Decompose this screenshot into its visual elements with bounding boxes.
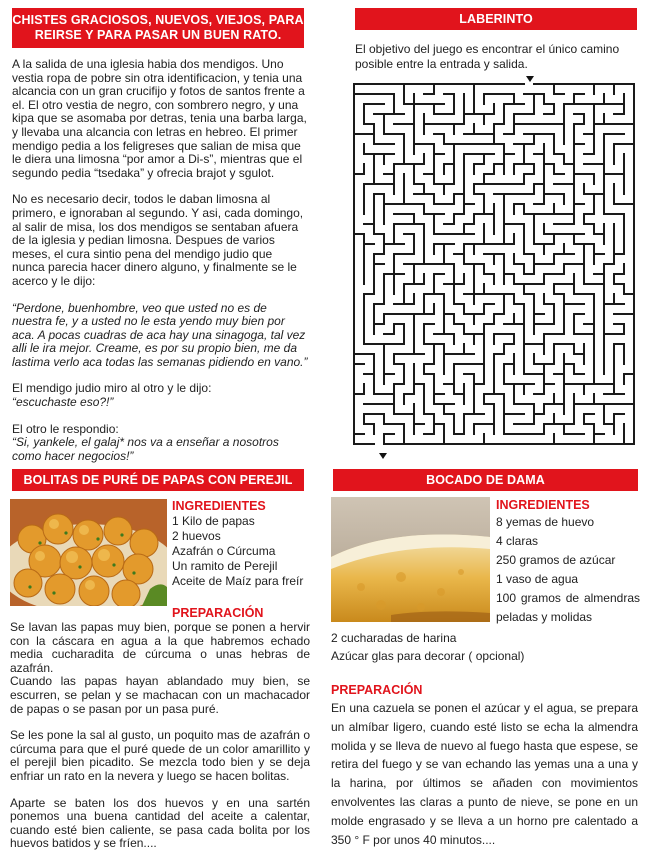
bolitas-prep-2: Cuando las papas hayan ablandado muy bien, se escurren, se pelan y se machacan con un machacador de papas o se pasan por un pasa puré. <box>10 674 310 716</box>
jokes-paragraph-1: A la salida de una iglesia habia dos mendigos. Uno vestia ropa de pobre sin otra identificacion, y tenia una alcancia con un gran crucifijo y fotos de santos frente a el. El otro vestia de negro, con sombrero negro, y una kipa que se asomaba por detras, tenia una barba larga, y llevaba una alcancia con letras en hebreo. El primer mendigo pedia a los feligreses que salian de misa que le diera una limosna “por amor a Di-s”, mientras que el segundo pedia “tsedaka” y ofrecia brajot y sgulot. <box>12 57 307 180</box>
bocado-extra-ingredients <box>331 629 631 665</box>
bolitas-prep-3: Se les pone la sal al gusto, un poquito mas de azafrán o cúrcuma para que el puré quede de un color amarillito y el perejil bien picadito. Se mezcla todo bien y se deja enfriar un rato en la nevera y luego se hacen bolitas. <box>10 728 310 783</box>
bolitas-title: BOLITAS DE PURÉ DE PAPAS CON PEREJIL <box>23 472 293 487</box>
maze-exit-arrow <box>379 453 387 459</box>
jokes-paragraph-3 <box>12 302 308 370</box>
jokes-paragraph-5 <box>12 423 308 464</box>
bocado-title-banner <box>333 469 638 491</box>
bocado-ingredients-heading: INGREDIENTES <box>496 498 590 512</box>
jokes-title-line1: CHISTES GRACIOSOS, NUEVOS, VIEJOS, PARA <box>12 13 304 27</box>
bolitas-ingredients-heading: INGREDIENTES <box>172 499 266 513</box>
maze-description: El objetivo del juego es encontrar el único camino posible entre la entrada y salida. <box>355 42 620 71</box>
bolitas-ingredient: Un ramito de Perejil <box>172 559 278 573</box>
bolitas-ingredient: Aceite de Maíz para freír <box>172 574 304 588</box>
maze-puzzle[interactable] <box>348 74 640 460</box>
maze-entrance-arrow <box>526 76 534 82</box>
jokes-p4-quote: “escuchaste eso?!” <box>12 395 114 410</box>
bolitas-preparation-heading: PREPARACIÓN <box>172 606 264 620</box>
bocado-preparation-heading: PREPARACIÓN <box>331 683 423 697</box>
bocado-preparation-body: En una cazuela se ponen el azúcar y el agua, se prepara un almíbar ligero, cuando esté listo se echa la almendra molida y se lleva de nuevo al fuego hasta que espese, se retira del fuego y se van echando las yemas una a una y la harina, por últimos se añaden con movimientos envolventes las claras a punto de nieve, se pone en un molde engrasado y se lleva a un horno pre calentado a 350 ° F por unos 40 minutos.... <box>331 701 638 847</box>
bolitas-prep-1: Se lavan las papas muy bien, porque se ponen a hervir con la cáscara en agua a la que habremos echado media cucharadita de cúrcuma o unas hebras de azafrán. <box>10 620 310 675</box>
jokes-paragraph-4 <box>12 382 308 409</box>
jokes-title-banner <box>12 8 304 48</box>
bolitas-title-banner <box>12 469 304 491</box>
bocado-ingredient: 4 claras <box>496 534 539 548</box>
maze-wall-path <box>354 84 634 444</box>
maze-title: LABERINTO <box>459 11 533 26</box>
bocado-ingredients-block <box>496 497 640 627</box>
bocado-extra-1: 2 cucharadas de harina <box>331 631 457 645</box>
bocado-ingredient: 250 gramos de azúcar <box>496 553 616 567</box>
bolitas-photo <box>10 499 167 606</box>
jokes-p5-intro: El otro le respondio: <box>12 421 119 436</box>
bolitas-prep-4: Aparte se baten los dos huevos y en una sartén ponemos una buena cantidad del aceite a calentar, cuando esté bien caliente, se pasa cada bolita por los huevos batidos y se fríen.... <box>10 795 310 851</box>
bocado-ingredient: 8 yemas de huevo <box>496 515 595 529</box>
bolitas-ingredient: 2 huevos <box>172 529 221 543</box>
jokes-p4-intro: El mendigo judio miro al otro y le dijo: <box>12 381 212 396</box>
bocado-extra-2: Azúcar glas para decorar ( opcional) <box>331 649 525 663</box>
jokes-title-line2: REIRSE Y PARA PASAR UN BUEN RATO. <box>34 28 282 42</box>
maze-walls <box>354 84 634 444</box>
maze-title-banner <box>355 8 637 30</box>
bocado-title: BOCADO DE DAMA <box>426 472 545 487</box>
bocado-photo <box>331 497 490 622</box>
bocado-ingredients-list <box>496 513 640 627</box>
bolitas-ingredients-list <box>172 514 312 589</box>
jokes-body <box>12 58 308 476</box>
bolitas-ingredient: Azafrán o Cúrcuma <box>172 544 276 558</box>
bolitas-ingredients-block <box>172 499 312 589</box>
jokes-priest-quote: “Perdone, buenhombre, veo que usted no es de nuestra fe, y a usted no le esta yendo muy bien por aca. A pocas cuadras de aca hay una sinagoga, tal vez alli le ira mejor. Creame, es por su propio bien, me da lastima verlo aca todas las semanas pidiendo en vano.” <box>12 300 308 369</box>
jokes-p5-quote: “Si, yankele, el galaj* nos va a enseñar a nosotros como hacer negocios!” <box>12 435 279 463</box>
bocado-ingredient: 1 vaso de agua <box>496 572 579 586</box>
bolitas-preparation-body <box>10 621 310 864</box>
jokes-paragraph-2: No es necesario decir, todos le daban limosna al primero, e ignoraban al segundo. Y asi, cada domingo, al salir de misa, los dos mendigos se sentaban afuera de la iglesia y pedian limosna. Despues de varios meses, el cura sintio pena del mendigo judio que nunca parecia hacer dinero alguno, y finalmente se le acerco y le dijo: <box>12 192 304 288</box>
bocado-ingredient: 100 gramos de almendras peladas y molidas <box>496 591 640 624</box>
bolitas-ingredient: 1 Kilo de papas <box>172 514 255 528</box>
